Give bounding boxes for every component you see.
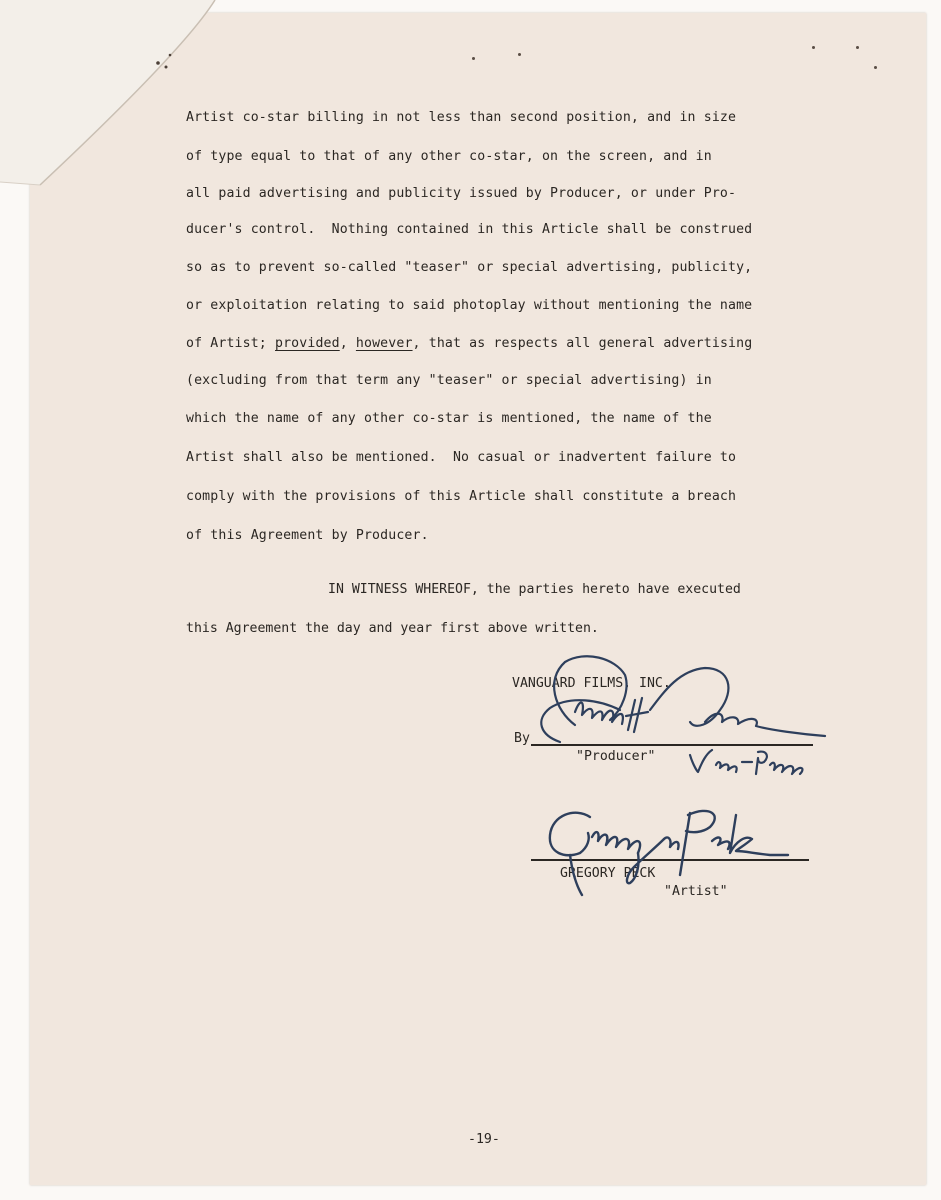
- artist-name: GREGORY PECK: [560, 866, 656, 881]
- folded-page-corner: [0, 0, 250, 200]
- body-line: [186, 336, 752, 351]
- producer-signature-line: [531, 744, 813, 746]
- page-number: -19-: [468, 1132, 500, 1147]
- body-line: which the name of any other co-star is mentioned, the name of the: [186, 411, 712, 426]
- witness-line: IN WITNESS WHEREOF, the parties hereto have executed: [328, 582, 741, 597]
- artist-role: "Artist": [664, 884, 728, 899]
- paper-speck: [856, 46, 859, 49]
- body-text-span: , that as respects all general advertising: [412, 336, 753, 351]
- by-label: By: [514, 731, 530, 746]
- body-line: comply with the provisions of this Article shall constitute a breach: [186, 489, 737, 504]
- producer-company: VANGUARD FILMS, INC.: [512, 676, 671, 691]
- body-line: so as to prevent so-called "teaser" or special advertising, publicity,: [186, 260, 753, 275]
- paper-speck: [812, 46, 815, 49]
- witness-line: this Agreement the day and year first above written.: [186, 621, 599, 636]
- body-text-span: ,: [339, 336, 356, 351]
- underlined-however: however: [355, 336, 413, 351]
- body-line: Artist co-star billing in not less than second position, and in size: [186, 110, 737, 125]
- producer-role: "Producer": [576, 749, 656, 764]
- body-line: Artist shall also be mentioned. No casual or inadvertent failure to: [186, 450, 737, 465]
- paper-speck: [874, 66, 877, 69]
- body-line: of type equal to that of any other co-star, on the screen, and in: [186, 149, 712, 164]
- paper-speck: [472, 57, 475, 60]
- body-line: (excluding from that term any "teaser" or special advertising) in: [186, 373, 712, 388]
- paper-speck: [518, 53, 521, 56]
- body-line: or exploitation relating to said photoplay without mentioning the name: [186, 298, 753, 313]
- body-line: ducer's control. Nothing contained in this Article shall be construed: [186, 222, 753, 237]
- body-line: all paid advertising and publicity issued by Producer, or under Pro-: [186, 186, 737, 201]
- body-text-span: of Artist;: [186, 336, 275, 351]
- artist-signature-line: [531, 859, 809, 861]
- underlined-provided: provided: [275, 336, 340, 351]
- body-line: of this Agreement by Producer.: [186, 528, 429, 543]
